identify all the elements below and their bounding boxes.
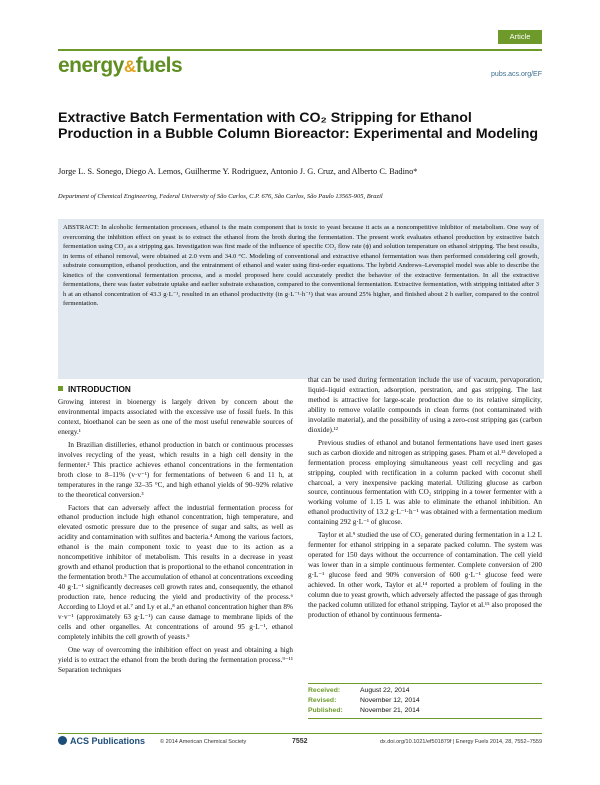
publisher-logo	[58, 736, 145, 746]
abstract-text: In alcoholic fermentation processes, ethanol is the main component that is toxic to yeast because it acts as a noncompetitive inhibitor of metabolism. One way of overcoming the inhibition effect on yeast is to extract the ethanol from the broth during the fermentation. The present work evaluates ethanol production by extractive batch fermentation using CO₂ as a stripping gas. Investigation was first made of the influence of specific CO₂ flow rate (ϕ) and solution temperature on ethanol stripping. The best results, in terms of ethanol removal, were obtained at 2.0 vvm and 34.0 °C. Modeling of conventional and extractive ethanol fermentation was then performed considering cell growth, substrate consumption, ethanol production, and the entrainment of ethanol and water using first-order equations. The hybrid Andrews–Levenspiel model was able to describe the kinetics of the conventional fermentation process, and a model proposed here could accurately predict the behavior of the extractive fermentation. In all the extractive fermentations, there was faster substrate uptake and earlier substrate exhaustion, compared to the conventional fermentation. Extractive fermentation, with stripping initiated after 3 h at an ethanol concentration of 43.3 g·L⁻¹, resulted in an ethanol productivity (in g·L⁻¹·h⁻¹) that was around 25% higher, and finished about 2 h earlier, compared to the control fermentation.	[63, 224, 540, 308]
journal-name-part1: energy	[58, 54, 124, 77]
footer-rule	[58, 733, 542, 734]
intro-paragraph: In Brazilian distilleries, ethanol production in batch or continuous processes involves recycling of the yeast, which results in a high cell density in the fermenter.² This practice achieves ethanol concentrations in the fermentation broth close to 8–11% (v·v⁻¹) for fermentations of between 6 and 11 h, at temperatures in the range 32–35 °C, and high ethanol yields of 90–92% relative to the theoretical conversion.³	[58, 440, 293, 499]
dates-rule-bottom	[308, 718, 542, 719]
abstract-label: ABSTRACT:	[63, 224, 99, 231]
abstract-box	[58, 219, 544, 379]
author-list: Jorge L. S. Sonego, Diego A. Lemos, Guilherme Y. Rodriguez, Antonio J. G. Cruz, and Alberto C. Badino*	[58, 167, 418, 176]
left-column	[58, 398, 293, 728]
publisher-name: ACS Publications	[70, 736, 146, 746]
revised-row	[308, 696, 542, 706]
page-number: 7552	[292, 738, 308, 745]
published-label: Published:	[308, 707, 343, 714]
header-rule	[58, 49, 542, 51]
intro-paragraph: Growing interest in bioenergy is largely driven by concern about the environmental impacts associated with the excessive use of fossil fuels. In this context, bioethanol can be seen as one of the most useful renewable sources of energy.¹	[58, 398, 293, 436]
received-label: Received:	[308, 687, 341, 694]
intro-paragraph: Previous studies of ethanol and butanol fermentations have used inert gases such as carbon dioxide and nitrogen as stripping gases. Pham et al.¹³ developed a fermentation process employing simultaneous yeast cell recycling and gas stripping, coupled with rectification in a column packed with coconut shell charcoal, a very inexpensive packing material. Utilizing glucose as carbon source, continuous fermentation with CO₂ stripping in a tower fermenter with a working volume of 1.15 L was able to eliminate the ethanol inhibition. An ethanol productivity of 13.2 g·L⁻¹·h⁻¹ was obtained with a fermentation medium containing 292 g·L⁻¹ of glucose.	[308, 438, 542, 527]
published-row	[308, 706, 542, 716]
introduction-heading-label: INTRODUCTION	[68, 385, 131, 394]
journal-name-part2: fuels	[135, 54, 183, 77]
journal-ampersand: &	[123, 57, 136, 76]
intro-paragraph: Taylor et al.⁹ studied the use of CO₂ generated during fermentation in a 1.2 L fermenter for ethanol stripping in a separate packed column. The system was operated for 150 days without the occurrence of contamination. The cell yield was lower than in a simple continuous fermenter. Complete conversion of 200 g·L⁻¹ glucose feed and 90% conversion of 600 g·L⁻¹ glucose feed were achieved. In other work, Taylor et al.¹⁴ reported a problem of fouling in the column due to yeast growth, which adversely affected the passage of gas through the packed column utilized for ethanol stripping. Taylor et al.¹⁵ also proposed the production of ethanol by continuous fermenta-	[308, 531, 542, 619]
affiliation: Department of Chemical Engineering, Federal University of São Carlos, C.P. 676, São Carlos, São Paulo 13565-905, Brazil	[58, 193, 383, 200]
intro-paragraph: One way of overcoming the inhibition effect on yeast and obtaining a high yield is to extract the ethanol from the broth during the fermentation process.⁹⁻¹¹ Separation techniques	[58, 645, 293, 674]
published-date: November 21, 2014	[360, 707, 420, 714]
journal-logo	[58, 54, 182, 78]
revised-date: November 12, 2014	[360, 697, 420, 704]
article-dates	[308, 681, 542, 721]
revised-label: Revised:	[308, 697, 337, 704]
received-row	[308, 686, 542, 696]
introduction-heading	[58, 385, 131, 394]
journal-url-link[interactable]: pubs.acs.org/EF	[491, 71, 542, 78]
article-type-badge: Article	[498, 30, 542, 44]
copyright-notice: © 2014 American Chemical Society	[160, 739, 247, 745]
received-date: August 22, 2014	[360, 687, 410, 694]
article-title: Extractive Batch Fermentation with CO₂ Stripping for Ethanol Production in a Bubble Column Bioreactor: Experimental and Modeling	[58, 110, 539, 143]
intro-paragraph: Factors that can adversely affect the industrial fermentation process for ethanol production include high ethanol concentration, high temperature, and elevated osmotic pressure due to the presence of sugar and salts, as well as acidity and contamination with sulfites and bacteria.⁴ Among the various factors, ethanol is the main component toxic to yeast due to its action as a noncompetitive inhibitor of metabolism. This results in a decrease in yeast growth and ethanol production that is proportional to the ethanol concentration in the fermentation broth.⁵ The accumulation of ethanol at concentrations exceeding 40 g·L⁻¹ significantly decreases cell growth rates and, consequently, the ethanol production rate, hence reducing the yield and productivity of the process.⁶ According to Lloyd et al.⁷ and Ly et al.,⁸ an ethanol concentration higher than 8% v·v⁻¹ (approximately 63 g·L⁻¹) can cause damage to membrane lipids of the cells and other organelles. At concentrations of around 95 g·L⁻¹, ethanol completely inhibits the cell growth of yeasts.⁵	[58, 503, 293, 641]
right-column	[308, 376, 542, 674]
section-marker-icon	[58, 386, 63, 391]
intro-paragraph: that can be used during fermentation include the use of vacuum, pervaporation, liquid–liquid extraction, adsorption, perstration, and gas stripping. The last method is attractive for large-scale production due to its relative simplicity, ability to remove volatile compounds in clean forms (not contaminated with involatile material), and the possibility of using a zero-cost stripping gas (carbon dioxide).¹²	[308, 376, 542, 434]
dates-rule-top	[308, 683, 542, 684]
doi-citation-link[interactable]: dx.doi.org/10.1021/ef501879f | Energy Fuels 2014, 28, 7552−7559	[379, 739, 542, 745]
acs-logo-icon	[58, 736, 67, 745]
